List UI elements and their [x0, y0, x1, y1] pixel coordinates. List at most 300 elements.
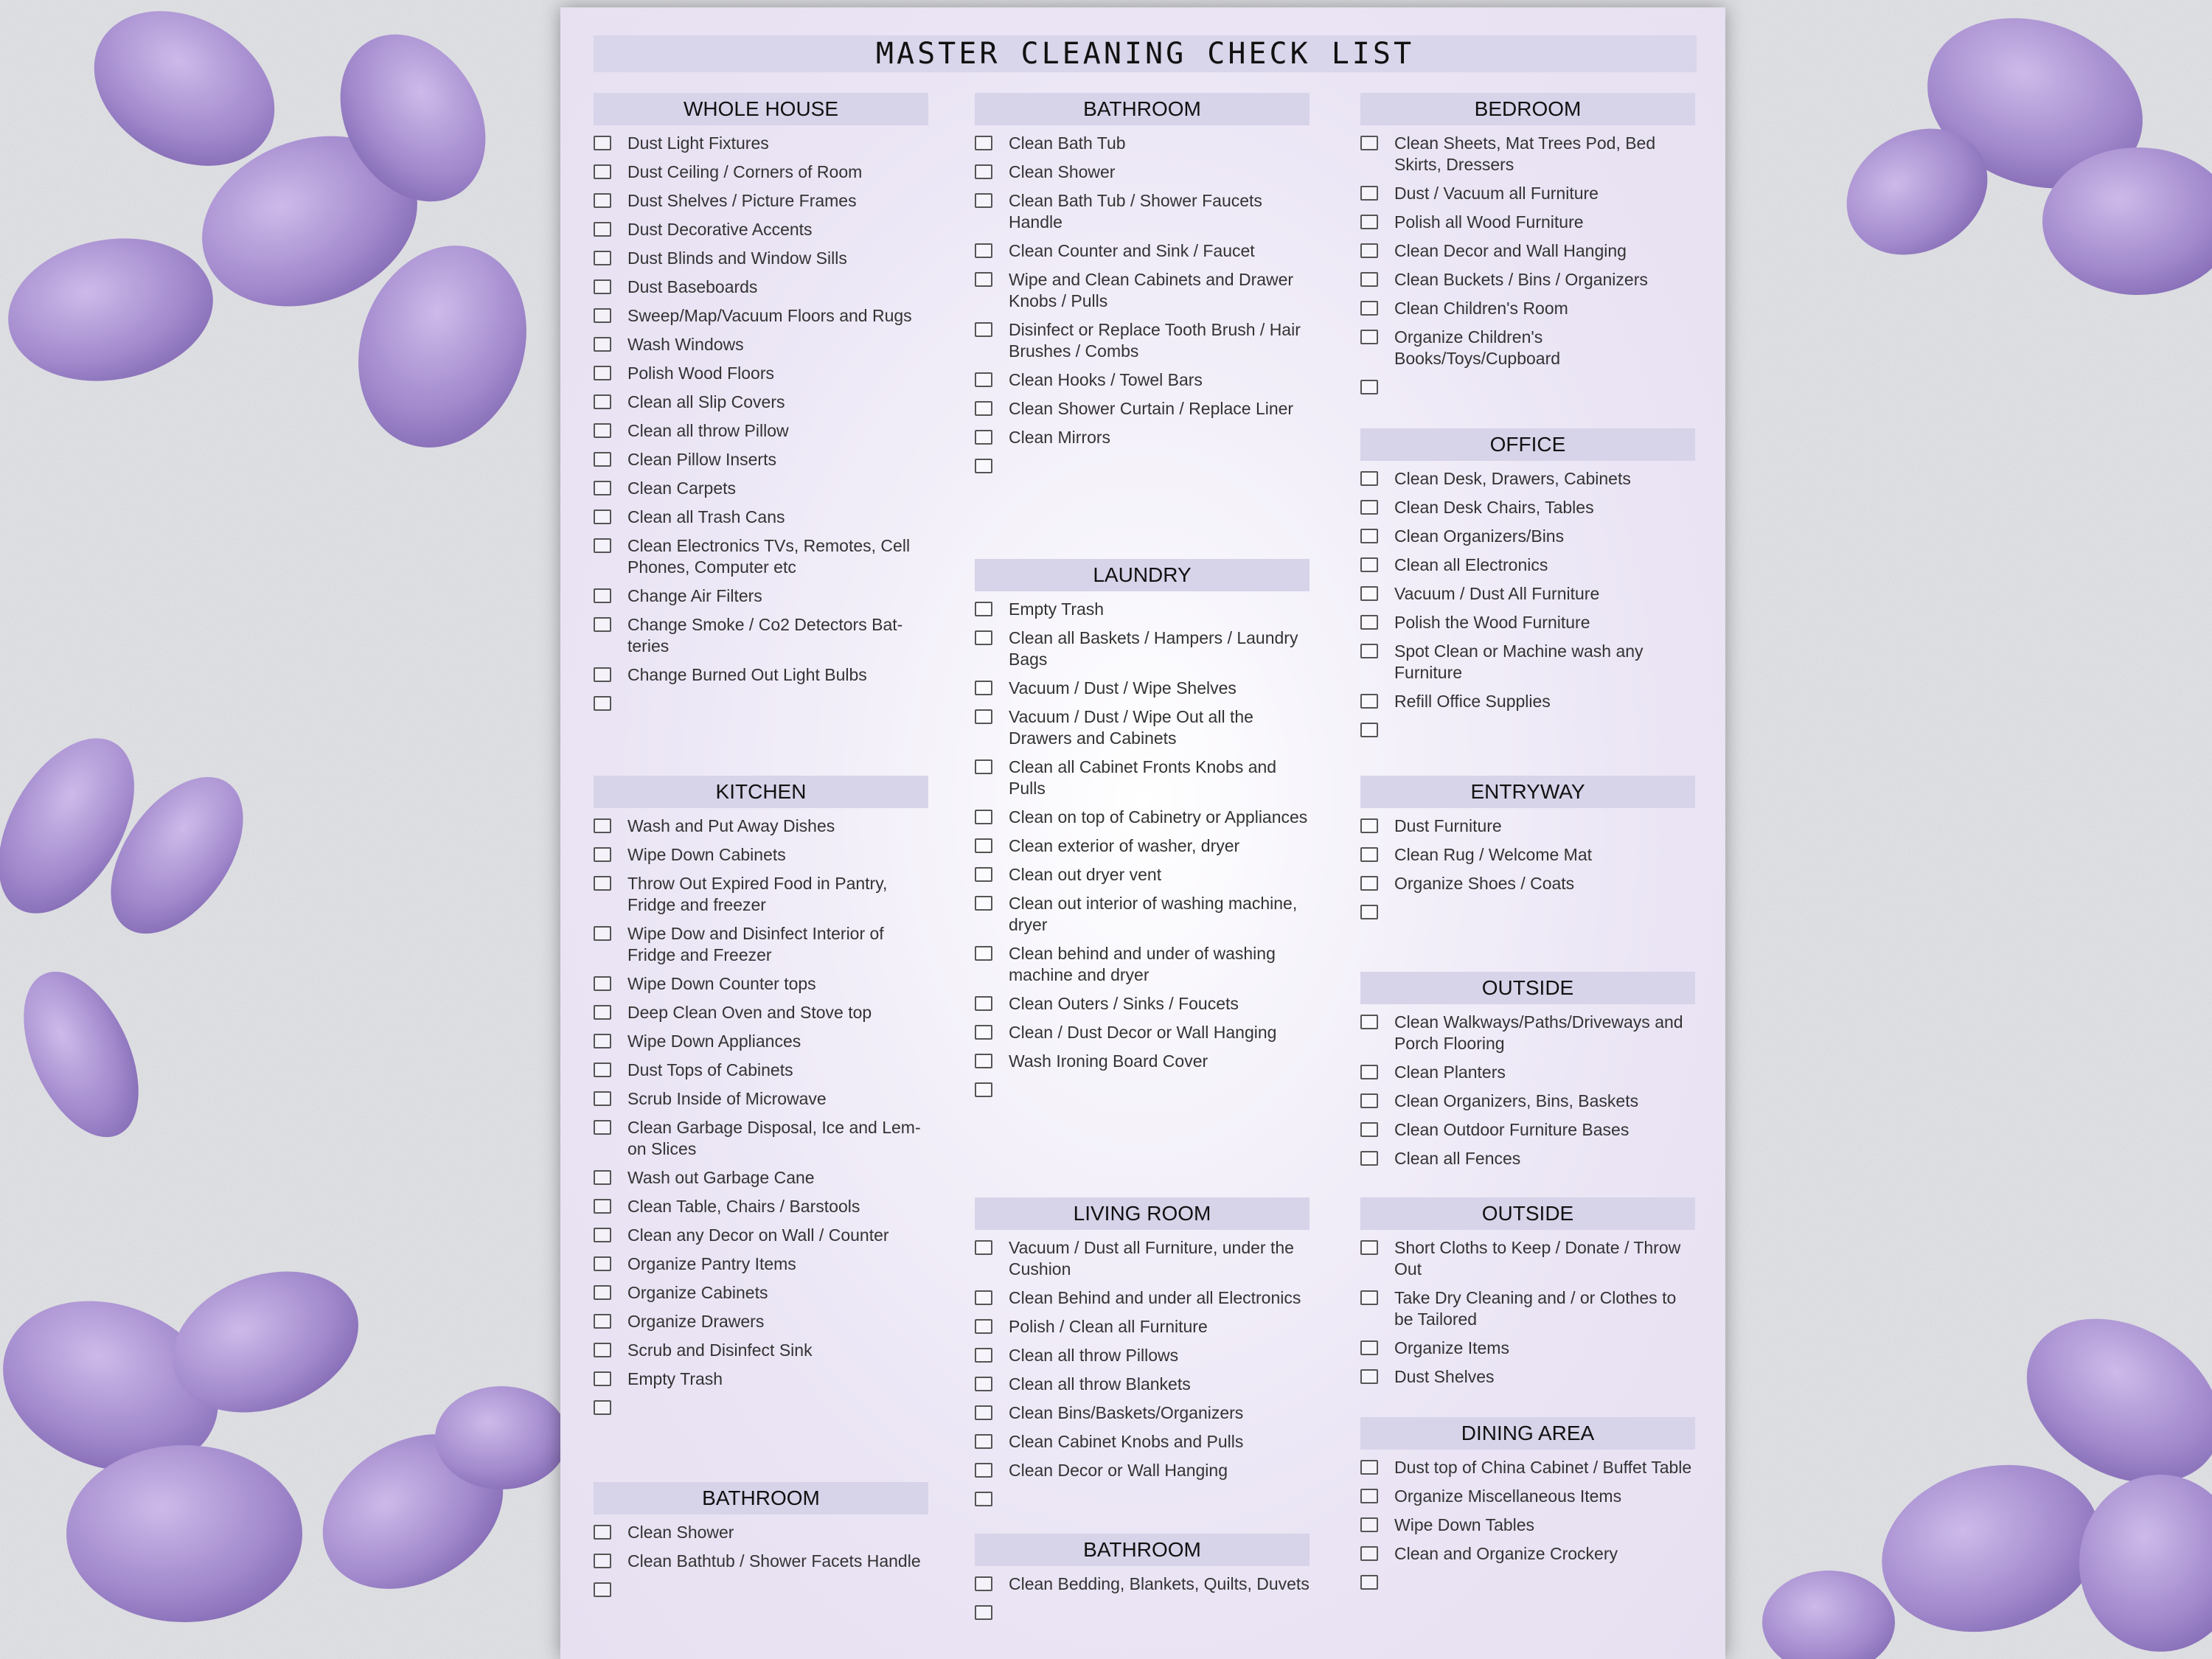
checklist-item	[594, 1311, 928, 1332]
checkbox[interactable]	[1360, 1369, 1378, 1384]
item-label: Clean behind and under of washing machine and dryer	[1009, 944, 1276, 984]
checkbox[interactable]	[1360, 243, 1378, 258]
item-label: Scrub and Disinfect Sink	[627, 1340, 813, 1360]
item-label: Vacuum / Dust / Wipe Shelves	[1009, 678, 1237, 698]
checklist-item	[975, 864, 1310, 886]
item-label: Change Burned Out Light Bulbs	[627, 665, 867, 684]
item-label: Organize Children's Books/Toys/Cupboard	[1394, 327, 1561, 368]
item-label: Polish Wood Floors	[627, 364, 774, 383]
checklist-item	[1360, 298, 1695, 319]
checklist-item	[1360, 1514, 1695, 1536]
section-whole-house	[594, 93, 928, 718]
checkbox[interactable]	[975, 1434, 992, 1449]
checklist-item	[1360, 844, 1695, 866]
item-label: Clean Shower Curtain / Replace Liner	[1009, 399, 1294, 418]
item-label: Organize Items	[1394, 1338, 1509, 1357]
checkbox[interactable]	[1360, 818, 1378, 833]
checklist-item	[975, 1237, 1310, 1280]
checkbox[interactable]	[594, 1525, 611, 1540]
checkbox[interactable]	[975, 1240, 992, 1255]
section-bathroom	[594, 1482, 928, 1604]
checkbox[interactable]	[1360, 301, 1378, 316]
checklist-item	[594, 1397, 928, 1415]
checkbox[interactable]	[594, 222, 611, 237]
item-label: Disinfect or Replace Tooth Brush / Hair Brushes / Combs	[1009, 320, 1301, 361]
checklist-item	[975, 1489, 1310, 1506]
section-heading: ENTRYWAY	[1360, 776, 1695, 808]
checkbox[interactable]	[594, 1199, 611, 1214]
item-label: Polish all Wood Furniture	[1394, 212, 1584, 232]
checkbox[interactable]	[594, 1228, 611, 1242]
checklist-item	[975, 133, 1310, 154]
checklist-item	[1360, 1338, 1695, 1359]
item-label: Vacuum / Dust all Furniture, under the Cushion	[1009, 1238, 1294, 1279]
item-label: Dust Decorative Accents	[627, 220, 813, 239]
checklist-item	[594, 1117, 928, 1160]
checkbox[interactable]	[1360, 1517, 1378, 1532]
checklist-item	[594, 1060, 928, 1081]
checklist-item	[594, 973, 928, 995]
checkbox[interactable]	[594, 1256, 611, 1271]
checklist-item	[1360, 1062, 1695, 1083]
checkbox[interactable]	[975, 896, 992, 911]
checklist-item	[975, 678, 1310, 699]
item-label: Clean Mirrors	[1009, 428, 1111, 447]
checkbox[interactable]	[594, 1400, 611, 1415]
checklist-item	[975, 943, 1310, 986]
checkbox[interactable]	[975, 272, 992, 287]
item-label: Clean Desk Chairs, Tables	[1394, 498, 1594, 517]
checkbox[interactable]	[1360, 1015, 1378, 1029]
checklist-item	[594, 614, 928, 657]
checklist-item	[975, 161, 1310, 183]
item-label: Clean Organizers/Bins	[1394, 526, 1565, 546]
item-label: Clean / Dust Decor or Wall Hanging	[1009, 1023, 1277, 1042]
item-label: Wipe Down Tables	[1394, 1515, 1535, 1534]
checkbox[interactable]	[594, 976, 611, 991]
item-label: Empty Trash	[627, 1369, 723, 1388]
checkbox[interactable]	[975, 838, 992, 853]
checkbox[interactable]	[594, 1120, 611, 1135]
checklist-item	[975, 456, 1310, 473]
item-label: Dust Furniture	[1394, 816, 1502, 835]
section-dining-area	[1360, 1417, 1695, 1597]
item-label: Sweep/Map/Vacuum Floors and Rugs	[627, 306, 912, 325]
item-label: Clean Decor and Wall Hanging	[1394, 241, 1627, 260]
checklist-item	[594, 664, 928, 686]
checkbox[interactable]	[1360, 1546, 1378, 1561]
checkbox[interactable]	[594, 481, 611, 495]
checkbox[interactable]	[594, 279, 611, 294]
checklist-item	[1360, 1366, 1695, 1388]
item-label: Clean Sheets, Mat Trees Pod, Bed Skirts, Dressers	[1394, 133, 1656, 174]
checklist-item	[975, 599, 1310, 620]
checkbox[interactable]	[594, 136, 611, 150]
checklist-item	[594, 1167, 928, 1189]
section-living-room	[975, 1197, 1310, 1514]
checklist-item	[975, 1287, 1310, 1309]
checkbox[interactable]	[1360, 1122, 1378, 1137]
checkbox[interactable]	[975, 1054, 992, 1068]
section-heading: BEDROOM	[1360, 93, 1695, 125]
checklist-item	[594, 1225, 928, 1246]
checkbox[interactable]	[1360, 644, 1378, 658]
item-label: Organize Pantry Items	[627, 1254, 796, 1273]
checkbox[interactable]	[975, 1348, 992, 1363]
checkbox[interactable]	[975, 401, 992, 416]
item-label: Spot Clean or Machine wash any Furniture	[1394, 641, 1644, 682]
checklist-item	[1360, 612, 1695, 633]
checklist-item	[975, 1602, 1310, 1620]
checkbox[interactable]	[1360, 1340, 1378, 1355]
checklist-item	[1360, 526, 1695, 547]
item-label: Clean Behind and under all Electronics	[1009, 1288, 1301, 1307]
checklist-item	[1360, 183, 1695, 204]
checkbox[interactable]	[1360, 1489, 1378, 1503]
item-label: Clean Pillow Inserts	[627, 450, 776, 469]
section-bathroom	[975, 93, 1310, 481]
item-label: Clean all Baskets / Hampers / Laundry Bags	[1009, 628, 1298, 669]
checkbox[interactable]	[1360, 723, 1378, 737]
checkbox[interactable]	[594, 926, 611, 941]
item-label: Dust top of China Cabinet / Buffet Table	[1394, 1458, 1692, 1477]
checklist-item	[1360, 1543, 1695, 1565]
checklist-item	[975, 1431, 1310, 1453]
checkbox[interactable]	[975, 164, 992, 179]
checkbox[interactable]	[975, 136, 992, 150]
item-label: Dust Tops of Cabinets	[627, 1060, 793, 1079]
checkbox[interactable]	[975, 1405, 992, 1420]
item-label: Clean exterior of washer, dryer	[1009, 836, 1240, 855]
checklist-item	[594, 1282, 928, 1304]
checkbox[interactable]	[975, 1082, 992, 1097]
checkbox[interactable]	[1360, 1240, 1378, 1255]
section-heading: LIVING ROOM	[975, 1197, 1310, 1230]
item-label: Clean Bathtub / Shower Facets Handle	[627, 1551, 921, 1571]
item-label: Change Smoke / Co2 Detectors Bat-teries	[627, 615, 903, 655]
checkbox[interactable]	[1360, 586, 1378, 601]
item-label: Polish / Clean all Furniture	[1009, 1317, 1208, 1336]
checkbox[interactable]	[594, 1343, 611, 1357]
checkbox[interactable]	[975, 1290, 992, 1305]
checkbox[interactable]	[594, 366, 611, 380]
checkbox[interactable]	[594, 667, 611, 682]
checkbox[interactable]	[594, 394, 611, 409]
item-label: Wash Ironing Board Cover	[1009, 1051, 1208, 1071]
checklist-item	[975, 1374, 1310, 1395]
section-entryway	[1360, 776, 1695, 927]
item-label: Clean and Organize Crockery	[1394, 1544, 1618, 1563]
checkbox[interactable]	[975, 193, 992, 208]
checklist-item	[594, 844, 928, 866]
checkbox[interactable]	[1360, 330, 1378, 344]
section-heading: LAUNDRY	[975, 559, 1310, 591]
checklist-item	[1360, 1287, 1695, 1330]
checkbox[interactable]	[1360, 847, 1378, 862]
checkbox[interactable]	[594, 538, 611, 553]
checklist-item	[594, 873, 928, 916]
checkbox[interactable]	[975, 709, 992, 724]
item-label: Wash Windows	[627, 335, 744, 354]
checklist-item	[594, 420, 928, 442]
checkbox[interactable]	[1360, 1093, 1378, 1108]
item-label: Dust Shelves / Picture Frames	[627, 191, 857, 210]
item-label: Dust Baseboards	[627, 277, 758, 296]
checkbox[interactable]	[975, 1576, 992, 1591]
checkbox[interactable]	[594, 509, 611, 524]
checklist-item	[1360, 554, 1695, 576]
item-label: Clean Planters	[1394, 1062, 1506, 1082]
checkbox[interactable]	[975, 810, 992, 824]
checkbox[interactable]	[975, 946, 992, 961]
checklist-item	[594, 161, 928, 183]
item-label: Clean Outdoor Furniture Bases	[1394, 1120, 1630, 1139]
checklist-item	[594, 535, 928, 578]
checklist-item	[975, 627, 1310, 670]
item-label: Vacuum / Dust All Furniture	[1394, 584, 1600, 603]
section-heading: BATHROOM	[975, 93, 1310, 125]
checkbox[interactable]	[594, 164, 611, 179]
checklist-item	[594, 449, 928, 470]
checkbox[interactable]	[594, 308, 611, 323]
section-bathroom	[975, 1534, 1310, 1627]
checkbox[interactable]	[975, 996, 992, 1011]
checklist-item	[975, 1402, 1310, 1424]
item-label: Clean Bath Tub	[1009, 133, 1126, 153]
checkbox[interactable]	[1360, 1290, 1378, 1305]
item-label: Clean Table, Chairs / Barstools	[627, 1197, 860, 1216]
item-label: Clean all throw Pillow	[627, 421, 789, 440]
checkbox[interactable]	[1360, 471, 1378, 486]
checkbox[interactable]	[1360, 615, 1378, 630]
checkbox[interactable]	[594, 1371, 611, 1386]
item-label: Clean Shower	[1009, 162, 1116, 181]
checklist-item	[1360, 1091, 1695, 1112]
checkbox[interactable]	[594, 1285, 611, 1300]
checklist-item	[594, 363, 928, 384]
checkbox[interactable]	[975, 1605, 992, 1620]
checklist-item	[975, 269, 1310, 312]
checkbox[interactable]	[975, 759, 992, 774]
item-label: Clean all Slip Covers	[627, 392, 785, 411]
checkbox[interactable]	[594, 1554, 611, 1568]
item-label: Dust Shelves	[1394, 1367, 1495, 1386]
checklist-item	[594, 693, 928, 711]
checkbox[interactable]	[1360, 876, 1378, 891]
checklist-item	[975, 893, 1310, 936]
checkbox[interactable]	[594, 1170, 611, 1185]
item-label: Clean all Fences	[1394, 1149, 1521, 1168]
checklist-item	[975, 706, 1310, 749]
checkbox[interactable]	[1360, 905, 1378, 919]
checklist-item	[975, 398, 1310, 420]
checkbox[interactable]	[594, 1314, 611, 1329]
checkbox[interactable]	[975, 1025, 992, 1040]
checkbox[interactable]	[975, 372, 992, 387]
item-label: Wipe Down Counter tops	[627, 974, 816, 993]
checkbox[interactable]	[975, 681, 992, 695]
section-heading: KITCHEN	[594, 776, 928, 808]
section-heading: WHOLE HOUSE	[594, 93, 928, 125]
page-title: MASTER CLEANING CHECK LIST	[875, 37, 1415, 71]
checkbox[interactable]	[594, 423, 611, 438]
checkbox[interactable]	[594, 1005, 611, 1020]
checklist-item	[594, 1253, 928, 1275]
checkbox[interactable]	[975, 630, 992, 645]
item-label: Clean Bedding, Blankets, Quilts, Duvets	[1009, 1574, 1310, 1593]
item-label: Organize Drawers	[627, 1312, 765, 1331]
item-label: Clean any Decor on Wall / Counter	[627, 1225, 889, 1245]
checkbox[interactable]	[594, 876, 611, 891]
item-label: Wipe Dow and Disinfect Interior of Fridge and Freezer	[627, 924, 884, 964]
checklist-item	[1360, 1572, 1695, 1590]
checklist-item	[594, 923, 928, 966]
checklist-item	[975, 757, 1310, 799]
item-label: Clean Cabinet Knobs and Pulls	[1009, 1432, 1244, 1451]
item-label: Polish the Wood Furniture	[1394, 613, 1590, 632]
checkbox[interactable]	[1360, 272, 1378, 287]
checklist-item	[594, 276, 928, 298]
item-label: Wipe and Clean Cabinets and Drawer Knobs / Pulls	[1009, 270, 1294, 310]
checkbox[interactable]	[594, 1062, 611, 1077]
checkbox[interactable]	[975, 459, 992, 473]
checklist-item	[594, 190, 928, 212]
section-outside	[1360, 1197, 1695, 1395]
checklist-item	[594, 248, 928, 269]
checklist-item	[1360, 815, 1695, 837]
checklist-item	[975, 1345, 1310, 1366]
item-label: Clean Bins/Baskets/Organizers	[1009, 1403, 1244, 1422]
checkbox[interactable]	[1360, 380, 1378, 394]
checkbox[interactable]	[975, 602, 992, 616]
checklist-item	[1360, 1119, 1695, 1141]
item-label: Clean out interior of washing machine, dryer	[1009, 894, 1298, 934]
item-label: Clean Buckets / Bins / Organizers	[1394, 270, 1648, 289]
item-label: Clean on top of Cabinetry or Appliances	[1009, 807, 1308, 827]
checklist-item	[1360, 1457, 1695, 1478]
checkbox[interactable]	[1360, 1065, 1378, 1079]
checkbox[interactable]	[594, 193, 611, 208]
checkbox[interactable]	[594, 818, 611, 833]
checklist-item	[594, 219, 928, 240]
checklist-item	[594, 392, 928, 413]
checkbox[interactable]	[975, 243, 992, 258]
item-label: Clean all Cabinet Fronts Knobs and Pulls	[1009, 757, 1277, 798]
checkbox[interactable]	[1360, 694, 1378, 709]
checkbox[interactable]	[594, 1091, 611, 1106]
checkbox[interactable]	[1360, 529, 1378, 543]
checkbox[interactable]	[975, 1377, 992, 1391]
checklist-item	[1360, 1237, 1695, 1280]
checklist-item	[1360, 497, 1695, 518]
checkbox[interactable]	[594, 337, 611, 352]
item-label: Scrub Inside of Microwave	[627, 1089, 827, 1108]
item-label: Organize Cabinets	[627, 1283, 768, 1302]
checkbox[interactable]	[975, 1492, 992, 1506]
checklist-item	[594, 1368, 928, 1390]
item-label: Dust / Vacuum all Furniture	[1394, 184, 1599, 203]
checklist-item	[594, 1522, 928, 1543]
checklist-item	[594, 1088, 928, 1110]
checkbox[interactable]	[594, 588, 611, 603]
checklist-item	[975, 1460, 1310, 1481]
checkbox[interactable]	[594, 251, 611, 265]
checklist-item	[1360, 240, 1695, 262]
checkbox[interactable]	[594, 696, 611, 711]
checklist-item	[594, 1551, 928, 1572]
checklist-item	[594, 585, 928, 607]
checkbox[interactable]	[594, 1034, 611, 1048]
item-label: Empty Trash	[1009, 599, 1105, 619]
checklist-item	[594, 815, 928, 837]
checkbox[interactable]	[1360, 1151, 1378, 1166]
section-office	[1360, 428, 1695, 745]
checklist-item	[975, 190, 1310, 233]
checklist-item	[1360, 327, 1695, 369]
checkbox[interactable]	[1360, 500, 1378, 515]
section-kitchen	[594, 776, 928, 1422]
checkbox[interactable]	[1360, 557, 1378, 572]
checklist-item	[594, 1031, 928, 1052]
checkbox[interactable]	[975, 322, 992, 337]
item-label: Clean Outers / Sinks / Foucets	[1009, 994, 1239, 1013]
checkbox[interactable]	[975, 1319, 992, 1334]
checkbox[interactable]	[1360, 1575, 1378, 1590]
item-label: Wash out Garbage Cane	[627, 1168, 815, 1187]
checkbox[interactable]	[1360, 1460, 1378, 1475]
item-label: Clean Rug / Welcome Mat	[1394, 845, 1593, 864]
section-heading: BATHROOM	[594, 1482, 928, 1514]
section-heading: BATHROOM	[975, 1534, 1310, 1566]
item-label: Dust Light Fixtures	[627, 133, 769, 153]
checkbox[interactable]	[975, 430, 992, 445]
item-label: Clean Bath Tub / Shower Faucets Handle	[1009, 191, 1262, 232]
checklist-item	[1360, 1012, 1695, 1054]
item-label: Clean Carpets	[627, 479, 737, 498]
checkbox[interactable]	[975, 867, 992, 882]
item-label: Clean Walkways/Paths/Driveways and Porch Flooring	[1394, 1012, 1683, 1053]
item-label: Change Air Filters	[627, 586, 762, 605]
checklist-item	[975, 807, 1310, 828]
checklist-item	[594, 478, 928, 499]
checklist-item	[1360, 269, 1695, 291]
checkbox[interactable]	[1360, 186, 1378, 201]
checklist-item	[594, 1002, 928, 1023]
section-bedroom	[1360, 93, 1695, 402]
item-label: Deep Clean Oven and Stove top	[627, 1003, 872, 1022]
checkbox[interactable]	[594, 847, 611, 862]
item-label: Wipe Down Appliances	[627, 1032, 801, 1051]
checkbox[interactable]	[594, 452, 611, 467]
checklist-item	[1360, 691, 1695, 712]
item-label: Clean Organizers, Bins, Baskets	[1394, 1091, 1639, 1110]
checklist-item	[1360, 583, 1695, 605]
item-label: Clean Children's Room	[1394, 299, 1568, 318]
checkbox[interactable]	[594, 617, 611, 632]
item-label: Organize Shoes / Coats	[1394, 874, 1575, 893]
checklist-item	[1360, 641, 1695, 684]
checkbox[interactable]	[594, 1582, 611, 1597]
item-label: Wash and Put Away Dishes	[627, 816, 835, 835]
item-label: Refill Office Supplies	[1394, 692, 1551, 711]
item-label: Dust Blinds and Window Sills	[627, 248, 847, 268]
checkbox[interactable]	[1360, 215, 1378, 229]
item-label: Clean all Electronics	[1394, 555, 1548, 574]
checklist-item	[975, 1051, 1310, 1072]
checkbox[interactable]	[975, 1463, 992, 1478]
checklist-item	[975, 369, 1310, 391]
checkbox[interactable]	[1360, 136, 1378, 150]
